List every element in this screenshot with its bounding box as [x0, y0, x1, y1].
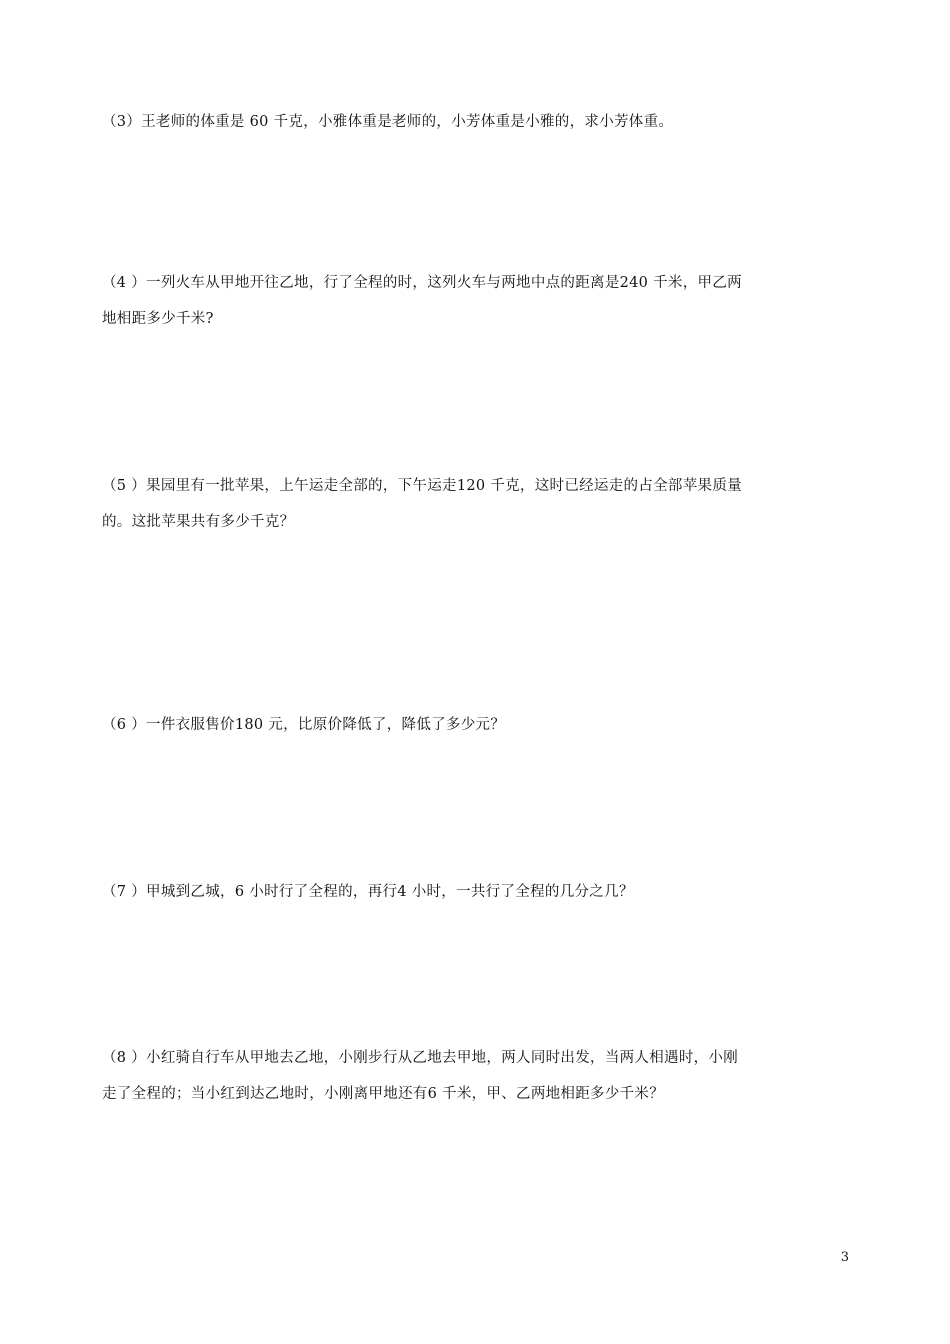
problem-6-line-1: （6 ）一件衣服售价180 元，比原价降低了，降低了多少元？	[102, 717, 506, 733]
problem-5-line-1: （5 ）果园里有一批苹果，上午运走全部的，下午运走120 千克，这时已经运走的占全部苹果质量	[102, 478, 742, 494]
problem-5-line-2: 的。这批苹果共有多少千克？	[102, 514, 295, 530]
problem-5	[102, 468, 850, 540]
page-number: 3	[840, 1250, 849, 1265]
problem-3-line-1: （3）王老师的体重是 60 千克，小雅体重是老师的，小芳体重是小雅的，求小芳体重。	[102, 114, 674, 130]
problem-4-line-2: 地相距多少千米?	[102, 311, 214, 327]
problem-3	[102, 104, 850, 140]
problem-8-line-2: 走了全程的；当小红到达乙地时，小刚离甲地还有6 千米，甲、乙两地相距多少千米？	[102, 1086, 665, 1102]
problem-4-line-1: （4 ）一列火车从甲地开往乙地，行了全程的时，这列火车与两地中点的距离是240 千米，甲乙两	[102, 275, 742, 291]
problem-7	[102, 874, 850, 910]
problem-8	[102, 1040, 850, 1112]
problem-8-line-1: （8 ）小红骑自行车从甲地去乙地，小刚步行从乙地去甲地，两人同时出发，当两人相遇时，小刚	[102, 1050, 739, 1066]
problem-4	[102, 265, 850, 337]
problem-6	[102, 707, 850, 743]
problem-7-line-1: （7 ）甲城到乙城，6 小时行了全程的，再行4 小时，一共行了全程的几分之几？	[102, 884, 634, 900]
